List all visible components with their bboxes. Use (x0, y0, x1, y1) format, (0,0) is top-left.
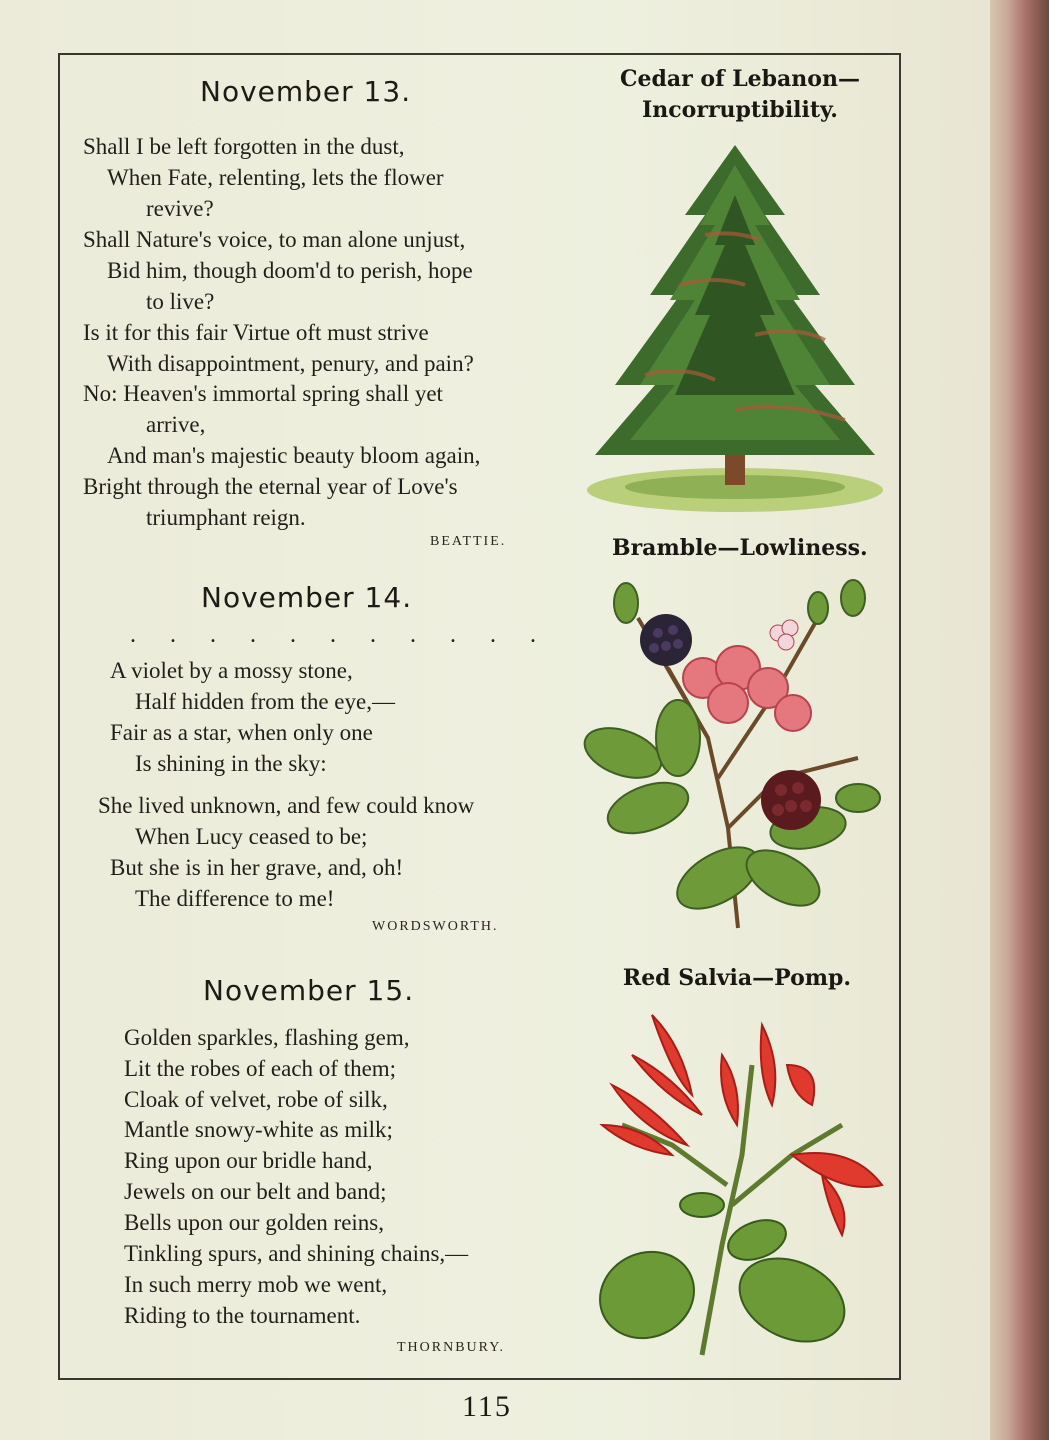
poem-line: Bid him, though doom'd to perish, hope (107, 258, 473, 283)
poem-line: Lit the robes of each of them; (124, 1056, 397, 1081)
poem-line: Tinkling spurs, and shining chains,— (124, 1241, 469, 1266)
poem-line: When Lucy ceased to be; (135, 824, 368, 849)
poem-line: Ring upon our bridle hand, (124, 1148, 373, 1173)
caption-cedar-meaning: Incorruptibility. (642, 97, 838, 123)
bramble-illustration (578, 578, 893, 933)
poem-line: to live? (146, 289, 215, 314)
poem-line: When Fate, relenting, lets the flower (107, 165, 444, 190)
red-salvia-illustration (592, 1005, 892, 1360)
poem-line: Shall Nature's voice, to man alone unjust, (83, 227, 466, 252)
entry-date: November 15. (203, 974, 415, 1007)
book-spine-edge (990, 0, 1049, 1440)
poem-line: With disappointment, penury, and pain? (107, 351, 474, 376)
caption-bramble: Bramble—Lowliness. (612, 535, 868, 561)
poem-line: revive? (146, 196, 214, 221)
poem-line: Half hidden from the eye,— (135, 689, 395, 714)
poem-line: In such merry mob we went, (124, 1272, 388, 1297)
poem-line: arrive, (146, 412, 206, 437)
poem-line: Bright through the eternal year of Love's (83, 474, 458, 499)
caption-salvia: Red Salvia—Pomp. (622, 965, 852, 991)
poem-line: Bells upon our golden reins, (124, 1210, 384, 1235)
poem-line: Mantle snowy-white as milk; (124, 1117, 393, 1142)
poem-line: Cloak of velvet, robe of silk, (124, 1087, 388, 1112)
ellipsis-dots: . . . . . . . . . . . (130, 622, 550, 648)
poem-line: Riding to the tournament. (124, 1303, 361, 1328)
poem-line: Golden sparkles, flashing gem, (124, 1025, 410, 1050)
poem-line: A violet by a mossy stone, (110, 658, 353, 683)
page-number: 115 (462, 1390, 512, 1423)
poem-line: Is shining in the sky: (135, 751, 327, 776)
poem-line: The difference to me! (135, 886, 335, 911)
poem-line: She lived unknown, and few could know (98, 793, 475, 818)
poem-line: And man's majestic beauty bloom again, (107, 443, 481, 468)
caption-cedar-title: Cedar of Lebanon— (620, 66, 860, 92)
entry-date: November 13. (200, 75, 412, 108)
poem-line: Fair as a star, when only one (110, 720, 373, 745)
poem-line: Shall I be left forgotten in the dust, (83, 134, 405, 159)
poem-author: WORDSWORTH. (372, 919, 499, 934)
poem-author: BEATTIE. (430, 534, 507, 549)
cedar-tree-illustration (585, 135, 890, 515)
entry-date: November 14. (201, 581, 413, 614)
poem-line: Is it for this fair Virtue oft must strive (83, 320, 429, 345)
poem-line: No: Heaven's immortal spring shall yet (83, 381, 443, 406)
poem-line: Jewels on our belt and band; (124, 1179, 387, 1204)
poem-author: THORNBURY. (397, 1340, 506, 1355)
poem-line: But she is in her grave, and, oh! (110, 855, 404, 880)
poem-line: triumphant reign. (146, 505, 306, 530)
